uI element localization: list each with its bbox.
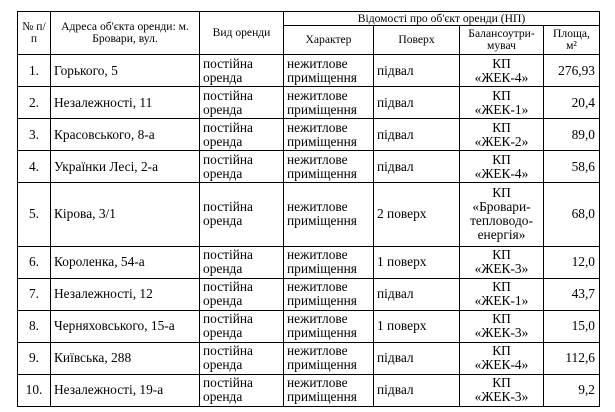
table-row: [18, 151, 600, 183]
row-num: 7.: [18, 278, 51, 310]
row-character: нежитлове приміщення: [284, 342, 374, 374]
header-floor: Поверх: [374, 26, 460, 55]
row-holder: [460, 310, 544, 342]
row-area: 58,6: [544, 151, 600, 183]
row-address: Короленка, 54-а: [51, 246, 200, 278]
row-character: нежитлове приміщення: [284, 246, 374, 278]
row-holder: [460, 278, 544, 310]
row-holder: [460, 183, 544, 246]
row-address: Українки Лесі, 2-а: [51, 151, 200, 183]
holder-line: «ЖЕК-4»: [474, 357, 529, 373]
row-floor: підвал: [374, 374, 460, 406]
row-address: Незалежності, 11: [51, 87, 200, 119]
table-row: [18, 183, 600, 246]
header-area: Площа, м²: [544, 26, 600, 55]
row-floor: підвал: [374, 342, 460, 374]
table-row: [18, 119, 600, 151]
row-area: 43,7: [544, 278, 600, 310]
holder-line: КП: [492, 119, 511, 135]
row-holder: [460, 55, 544, 87]
row-holder: [460, 246, 544, 278]
row-address: Київська, 288: [51, 342, 200, 374]
row-floor: підвал: [374, 151, 460, 183]
row-num: 10.: [18, 374, 51, 406]
row-address: Кірова, 3/1: [51, 183, 200, 246]
header-holder: Балансоутри-мувач: [460, 26, 544, 55]
table-row: [18, 87, 600, 119]
rental-objects-table: [17, 11, 600, 407]
holder-line: «Бровари-тепловодо-: [470, 199, 533, 229]
holder-line: КП: [492, 247, 511, 263]
row-character: нежитлове приміщення: [284, 151, 374, 183]
row-area: 12,0: [544, 246, 600, 278]
row-floor: підвал: [374, 119, 460, 151]
holder-line: «ЖЕК-3»: [474, 261, 529, 277]
row-character: нежитлове приміщення: [284, 374, 374, 406]
row-floor: 2 поверх: [374, 183, 460, 246]
row-floor: 1 поверх: [374, 246, 460, 278]
row-holder: [460, 374, 544, 406]
row-area: 15,0: [544, 310, 600, 342]
holder-line: КП: [492, 343, 511, 359]
row-num: 6.: [18, 246, 51, 278]
row-address: Черняховського, 15-а: [51, 310, 200, 342]
holder-line: «ЖЕК-4»: [474, 69, 529, 85]
header-num: № п/п: [18, 12, 51, 55]
holder-line: «ЖЕК-3»: [474, 325, 529, 341]
row-floor: підвал: [374, 278, 460, 310]
row-rental-type: постійна оренда: [200, 119, 284, 151]
row-area: 9,2: [544, 374, 600, 406]
row-rental-type: постійна оренда: [200, 374, 284, 406]
row-num: 9.: [18, 342, 51, 374]
header-address: Адреса об'єкта оренди: м. Бровари, вул.: [51, 12, 200, 55]
row-address: Незалежності, 19-а: [51, 374, 200, 406]
row-address: Незалежності, 12: [51, 278, 200, 310]
table-row: [18, 374, 600, 406]
holder-line: «ЖЕК-1»: [474, 293, 529, 309]
row-rental-type: постійна оренда: [200, 278, 284, 310]
row-address: Красовського, 8-а: [51, 119, 200, 151]
row-floor: 1 поверх: [374, 310, 460, 342]
row-num: 5.: [18, 183, 51, 246]
holder-line: «ЖЕК-1»: [474, 101, 529, 117]
row-character: нежитлове приміщення: [284, 87, 374, 119]
row-holder: [460, 151, 544, 183]
row-num: 2.: [18, 87, 51, 119]
row-area: 276,93: [544, 55, 600, 87]
row-rental-type: постійна оренда: [200, 183, 284, 246]
table-row: [18, 246, 600, 278]
table-row: [18, 55, 600, 87]
row-floor: підвал: [374, 87, 460, 119]
row-address: Горького, 5: [51, 55, 200, 87]
row-floor: підвал: [374, 55, 460, 87]
holder-line: КП: [492, 55, 511, 71]
row-rental-type: постійна оренда: [200, 151, 284, 183]
row-rental-type: постійна оренда: [200, 310, 284, 342]
row-num: 3.: [18, 119, 51, 151]
holder-line: «ЖЕК-4»: [474, 165, 529, 181]
row-num: 8.: [18, 310, 51, 342]
row-area: 20,4: [544, 87, 600, 119]
table-row: [18, 310, 600, 342]
holder-line: КП: [492, 151, 511, 167]
row-num: 1.: [18, 55, 51, 87]
row-character: нежитлове приміщення: [284, 55, 374, 87]
header-rental-type: Вид оренди: [200, 12, 284, 55]
header-info-group: Відомості про об'єкт оренди (НП): [284, 12, 600, 26]
row-character: нежитлове приміщення: [284, 119, 374, 151]
row-holder: [460, 342, 544, 374]
row-area: 68,0: [544, 183, 600, 246]
row-character: нежитлове приміщення: [284, 278, 374, 310]
holder-line: КП: [492, 87, 511, 103]
row-rental-type: постійна оренда: [200, 55, 284, 87]
header-character: Характер: [284, 26, 374, 55]
row-rental-type: постійна оренда: [200, 342, 284, 374]
row-rental-type: постійна оренда: [200, 246, 284, 278]
row-rental-type: постійна оренда: [200, 87, 284, 119]
row-holder: [460, 119, 544, 151]
holder-line: енергія»: [477, 227, 526, 243]
holder-line: «ЖЕК-2»: [474, 133, 529, 149]
row-area: 112,6: [544, 342, 600, 374]
holder-line: КП: [492, 279, 511, 295]
row-num: 4.: [18, 151, 51, 183]
row-holder: [460, 87, 544, 119]
holder-line: КП: [492, 311, 511, 327]
row-area: 89,0: [544, 119, 600, 151]
holder-line: КП: [492, 185, 511, 201]
holder-line: «ЖЕК-3»: [474, 389, 529, 405]
table-row: [18, 278, 600, 310]
table-row: [18, 342, 600, 374]
row-character: нежитлове приміщення: [284, 310, 374, 342]
row-character: нежитлове приміщення: [284, 183, 374, 246]
holder-line: КП: [492, 375, 511, 391]
